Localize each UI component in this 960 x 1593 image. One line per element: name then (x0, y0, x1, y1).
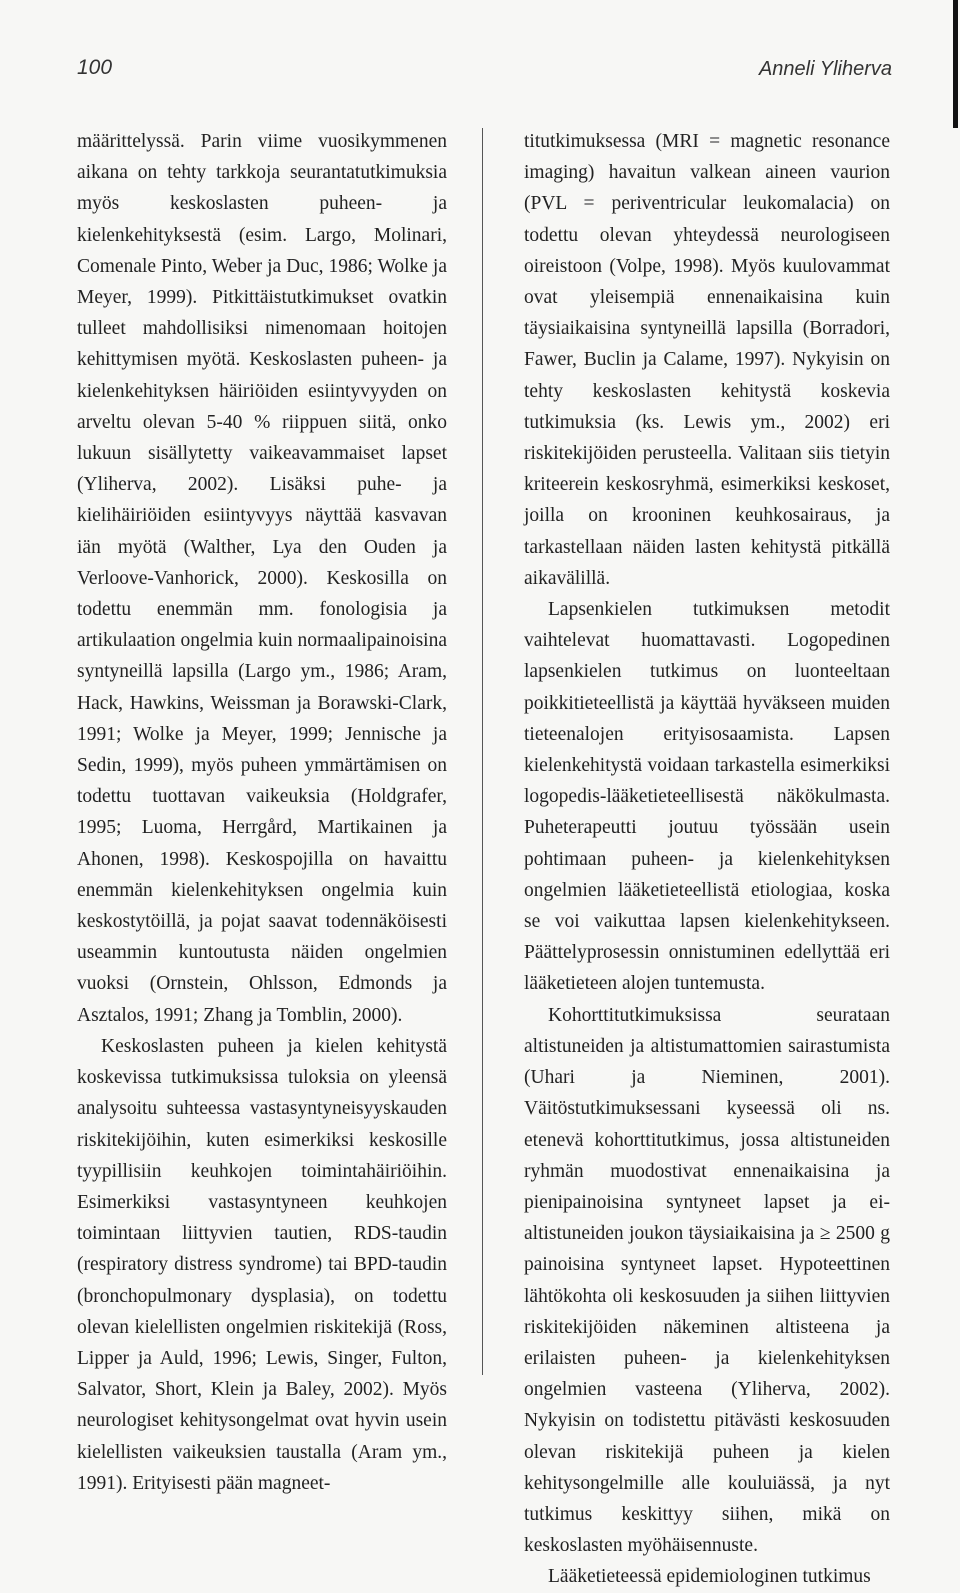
page-number: 100 (77, 56, 113, 79)
right-column (524, 126, 890, 1593)
scan-edge-mark (953, 0, 958, 128)
paragraph: Lapsenkielen tutkimuksen metodit vaihtelevat huomattavasti. Logopedinen lapsenkielen tutkimus on luonteeltaan poikkitieteellistä ja käyttää hyväkseen muiden tieteenalojen erityisosaamista. Lapsen kielenkehitystä voidaan tarkastella esimerkiksi logopedis-lääketieteellisestä näkökulmasta. Puheterapeutti joutuu työssään usein pohtimaan puheen- ja kielenkehityksen ongelmien lääketieteellistä etiologiaa, koska se voi vaikuttaa lapsen kielenkehitykseen. Päättelyprosessin onnistuminen edellyttää eri lääketieteen alojen tuntemusta. (524, 599, 890, 995)
paragraph: Kohorttitutkimuksissa seurataan altistuneiden ja altistumattomien sairastumista (Uhari ja Nieminen, 2001). Väitöstutkimuksessani kyseessä oli ns. etenevä kohorttitutkimus, jossa altistuneiden ryhmän muodostivat ennenaikaisina ja pienipainoisina syntyneet lapset ja ei-altistuneiden joukon täysiaikaisina ja ≥ 2500 g painoisina syntyneet lapset. Hypoteettinen lähtökohta oli keskosuuden ja siihen liittyvien riskitekijöiden näkeminen altisteena ja erilaisten puheen- ja kielenkehityksen ongelmien vasteena (Yliherva, 2002). Nykyisin on todistettu pitävästi keskosuuden olevan riskitekijä puheen ja kielen kehitysongelmille alle kouluiässä, ja nyt tutkimus keskittyy siihen, mikä on keskoslasten myöhäisennuste. (524, 1004, 890, 1557)
left-column (77, 126, 447, 1499)
paragraph: Keskoslasten puheen ja kielen kehitystä koskevissa tutkimuksissa tuloksia on yleensä analysoitu suhteessa vastasyntyneisyyskauden riskitekijöihin, kuten esimerkiksi keskosille tyypillisiin keuhkojen toimintahäiriöihin. Esimerkiksi vastasyntyneen keuhkojen toimintaan liittyvien tautien, RDS-taudin (respiratory distress syndrome) tai BPD-taudin (bronchopulmonary dysplasia), on todettu olevan kielellisten ongelmien riskitekijä (Ross, Lipper ja Auld, 1996; Lewis, Singer, Fulton, Salvator, Short, Klein ja Baley, 2002). Myös neurologiset kehitysongelmat ovat hyvin usein kielellisten vaikeuksien taustalla (Aram ym., 1991). Erityisesti pään magneet- (77, 1035, 447, 1494)
paragraph: määrittelyssä. Parin viime vuosikymmenen aikana on tehty tarkkoja seurantatutkimuksia myös keskoslasten puheen- ja kielenkehityksestä (esim. Largo, Molinari, Comenale Pinto, Weber ja Duc, 1986; Wolke ja Meyer, 1999). Pitkittäistutkimukset ovatkin tulleet mahdollisiksi nimenomaan hoitojen kehittymisen myötä. Keskoslasten puheen- ja kielenkehityksen häiriöiden esiintyvyyden on arveltu olevan 5-40 % riippuen siitä, onko lukuun sisällytetty vaikeavammaiset lapset (Yliherva, 2002). Lisäksi puhe- ja kielihäiriöiden esiintyvyys näyttää kasvavan iän myötä (Walther, Lya den Ouden ja Verloove-Vanhorick, 2000). Keskosilla on todettu enemmän mm. fonologisia ja artikulaation ongelmia kuin normaalipainoisina syntyneillä lapsilla (Largo ym., 1986; Aram, Hack, Hawkins, Weissman ja Borawski-Clark, 1991; Wolke ja Meyer, 1999; Jennische ja Sedin, 1999), myös puheen ymmärtämisen on todettu tuottavan vaikeuksia (Holdgrafer, 1995; Luoma, Herrgård, Martikainen ja Ahonen, 1998). Keskospojilla on havaittu enemmän kielenkehityksen ongelmia kuin keskostytöillä, ja pojat saavat todennäköisesti useammin kuntoutusta näiden ongelmien vuoksi (Ornstein, Ohlsson, Edmonds ja Asztalos, 1991; Zhang ja Tomblin, 2000). (77, 131, 447, 1026)
running-head-author: Anneli Yliherva (758, 58, 892, 80)
paragraph: titutkimuksessa (MRI = magnetic resonance imaging) havaitun valkean aineen vaurion (PVL = periventricular leukomalacia) on todettu olevan yhteydessä neurologiseen oireistoon (Volpe, 1998). Myös kuulovammat ovat yleisempiä ennenaikaisina kuin täysiaikaisina syntyneillä lapsilla (Borradori, Fawer, Buclin ja Calame, 1997). Nykyisin on tehty keskoslasten kehitystä koskevia tutkimuksia (ks. Lewis ym., 2002) eri riskitekijöiden perusteella. Valitaan siis tietyin kriteerein keskosryhmä, esimerkiksi keskoset, joilla on krooninen keuhkosairaus, ja tarkastellaan näiden lasten kehitystä pitkällä aikavälillä. (524, 131, 890, 589)
paragraph: Lääketieteessä epidemiologinen tutkimus (548, 1566, 871, 1588)
column-divider (482, 128, 483, 1375)
